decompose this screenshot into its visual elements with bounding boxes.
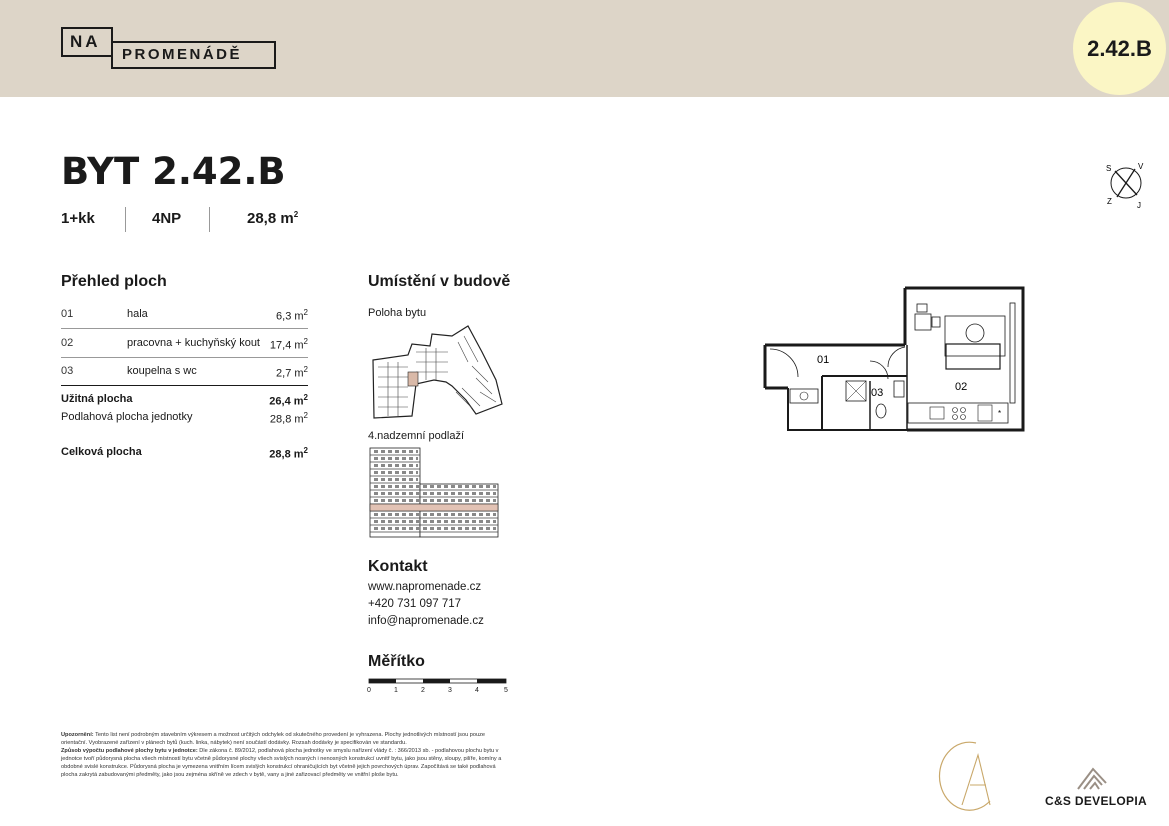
- meta-divider: [125, 207, 126, 232]
- room-area: 2,7 $m^2$: [276, 365, 308, 380]
- developia-logo-icon: [1075, 765, 1109, 791]
- room-name: koupelna s wc: [127, 365, 197, 377]
- floor-area-label: Podlahová plocha jednotky: [61, 411, 193, 423]
- room-area: 17,4 $m^2$: [269, 337, 308, 352]
- compass-s: S: [1106, 164, 1112, 173]
- disclaimer: Upozornění: Tento list není podrobným stavebním výkresem a možnost určitých odchylek od skutečného provedení je vyhrazena. Plochy jednotlivých místností jsou pouze orientační. Vyobrazené zařízení v plánech bytů (kuch. linka, nábytek) není součástí dodávky. Rozsah dodávky je specifikován ve standardu. Způsob výpočtu podlahové plochy bytu v jednotce: Dle zákona č. 89/2012, podlahová plocha jednotky ve smyslu nařízení vlády č. : 366/2013 sb. - podlahovou plochu bytu v jednotce tvoří půdorysná plocha všech místností bytu včetně půdorysné plochy všech svislých nosných i nenosných konstrukcí uvnitř bytu, jako jsou stěny, sloupy, pilíře, komíny a obdobné svislé konstrukce. Půdorysná plocha je vymezena vnitřním lícem svislých konstrukcí ohraničujících byt včetně jejich povrchových úprav. Započítává se také podlahová plocha zakrytá zabudovanými předměty, jako jsou zejména skříně ve zdech v bytě, vany a jiné zařizovací předměty ve vnitřní ploše bytu.: [61, 732, 502, 778]
- page-title: BYT 2.42.B: [61, 150, 286, 193]
- scale-tick: 4: [475, 687, 479, 694]
- contact-email-link[interactable]: info@napromenade.cz: [368, 615, 484, 627]
- logo-na: NA: [61, 27, 113, 57]
- scale-tick: 0: [367, 687, 371, 694]
- unit-layout: 1+kk: [61, 210, 95, 227]
- floor-area-value: 28,8 $m^2$: [269, 411, 308, 426]
- compass-icon: [1098, 158, 1148, 210]
- scale-heading: Měřítko: [368, 653, 425, 670]
- unit-floor: 4NP: [152, 210, 182, 227]
- room-area: 6,3 $m^2$: [276, 308, 308, 323]
- compass-v: V: [1138, 162, 1144, 171]
- room-number: 01: [61, 308, 74, 320]
- divider: [61, 385, 308, 386]
- total-area-value: 28,8 $m^2$: [269, 446, 308, 461]
- scale-tick: 3: [448, 687, 452, 694]
- floor-highlight: [370, 504, 498, 511]
- divider: [61, 357, 308, 358]
- usable-area-value: 26,4 $m^2$: [269, 393, 308, 408]
- scale-tick: 1: [394, 687, 398, 694]
- meta-divider: [209, 207, 210, 232]
- location-heading: Umístění v budově: [368, 273, 511, 290]
- room-name: hala: [127, 308, 148, 320]
- contact-web-link[interactable]: www.napromenade.cz: [368, 581, 482, 593]
- scale-tick: 2: [421, 687, 425, 694]
- floor-label: 4.nadzemní podlaží: [368, 430, 465, 442]
- scale-bar: [366, 677, 516, 697]
- plan-label-03: 03: [871, 387, 884, 399]
- floor-plan: [760, 285, 1030, 435]
- position-label: Poloha bytu: [368, 307, 427, 319]
- svg-text:*: *: [998, 409, 1002, 418]
- monogram-logo: [932, 735, 996, 815]
- building-position-map: [368, 322, 508, 422]
- compass-j: J: [1137, 201, 1141, 210]
- developia-brand-name: C&S DEVELOPIA: [1045, 794, 1147, 808]
- scale-tick: 5: [504, 687, 508, 694]
- unit-highlight: [408, 372, 418, 386]
- contact-heading: Kontakt: [368, 558, 428, 575]
- unit-badge: 2.42.B: [1073, 2, 1166, 95]
- building-elevation: [368, 446, 500, 538]
- room-number: 02: [61, 337, 74, 349]
- plan-label-02: 02: [955, 381, 968, 393]
- logo-promenade: PROMENÁDĚ: [111, 41, 276, 69]
- room-name: pracovna + kuchyňský kout: [127, 337, 260, 349]
- compass-z: Z: [1107, 197, 1112, 206]
- divider: [61, 328, 308, 329]
- total-area-label: Celková plocha: [61, 446, 142, 458]
- unit-area: 28,8 $m^2$: [247, 210, 299, 227]
- areas-heading: Přehled ploch: [61, 273, 167, 290]
- napromenade-logo: [61, 27, 277, 69]
- usable-area-label: Užitná plocha: [61, 393, 133, 405]
- room-number: 03: [61, 365, 74, 377]
- contact-phone[interactable]: +420 731 097 717: [368, 598, 462, 610]
- plan-label-01: 01: [817, 354, 830, 366]
